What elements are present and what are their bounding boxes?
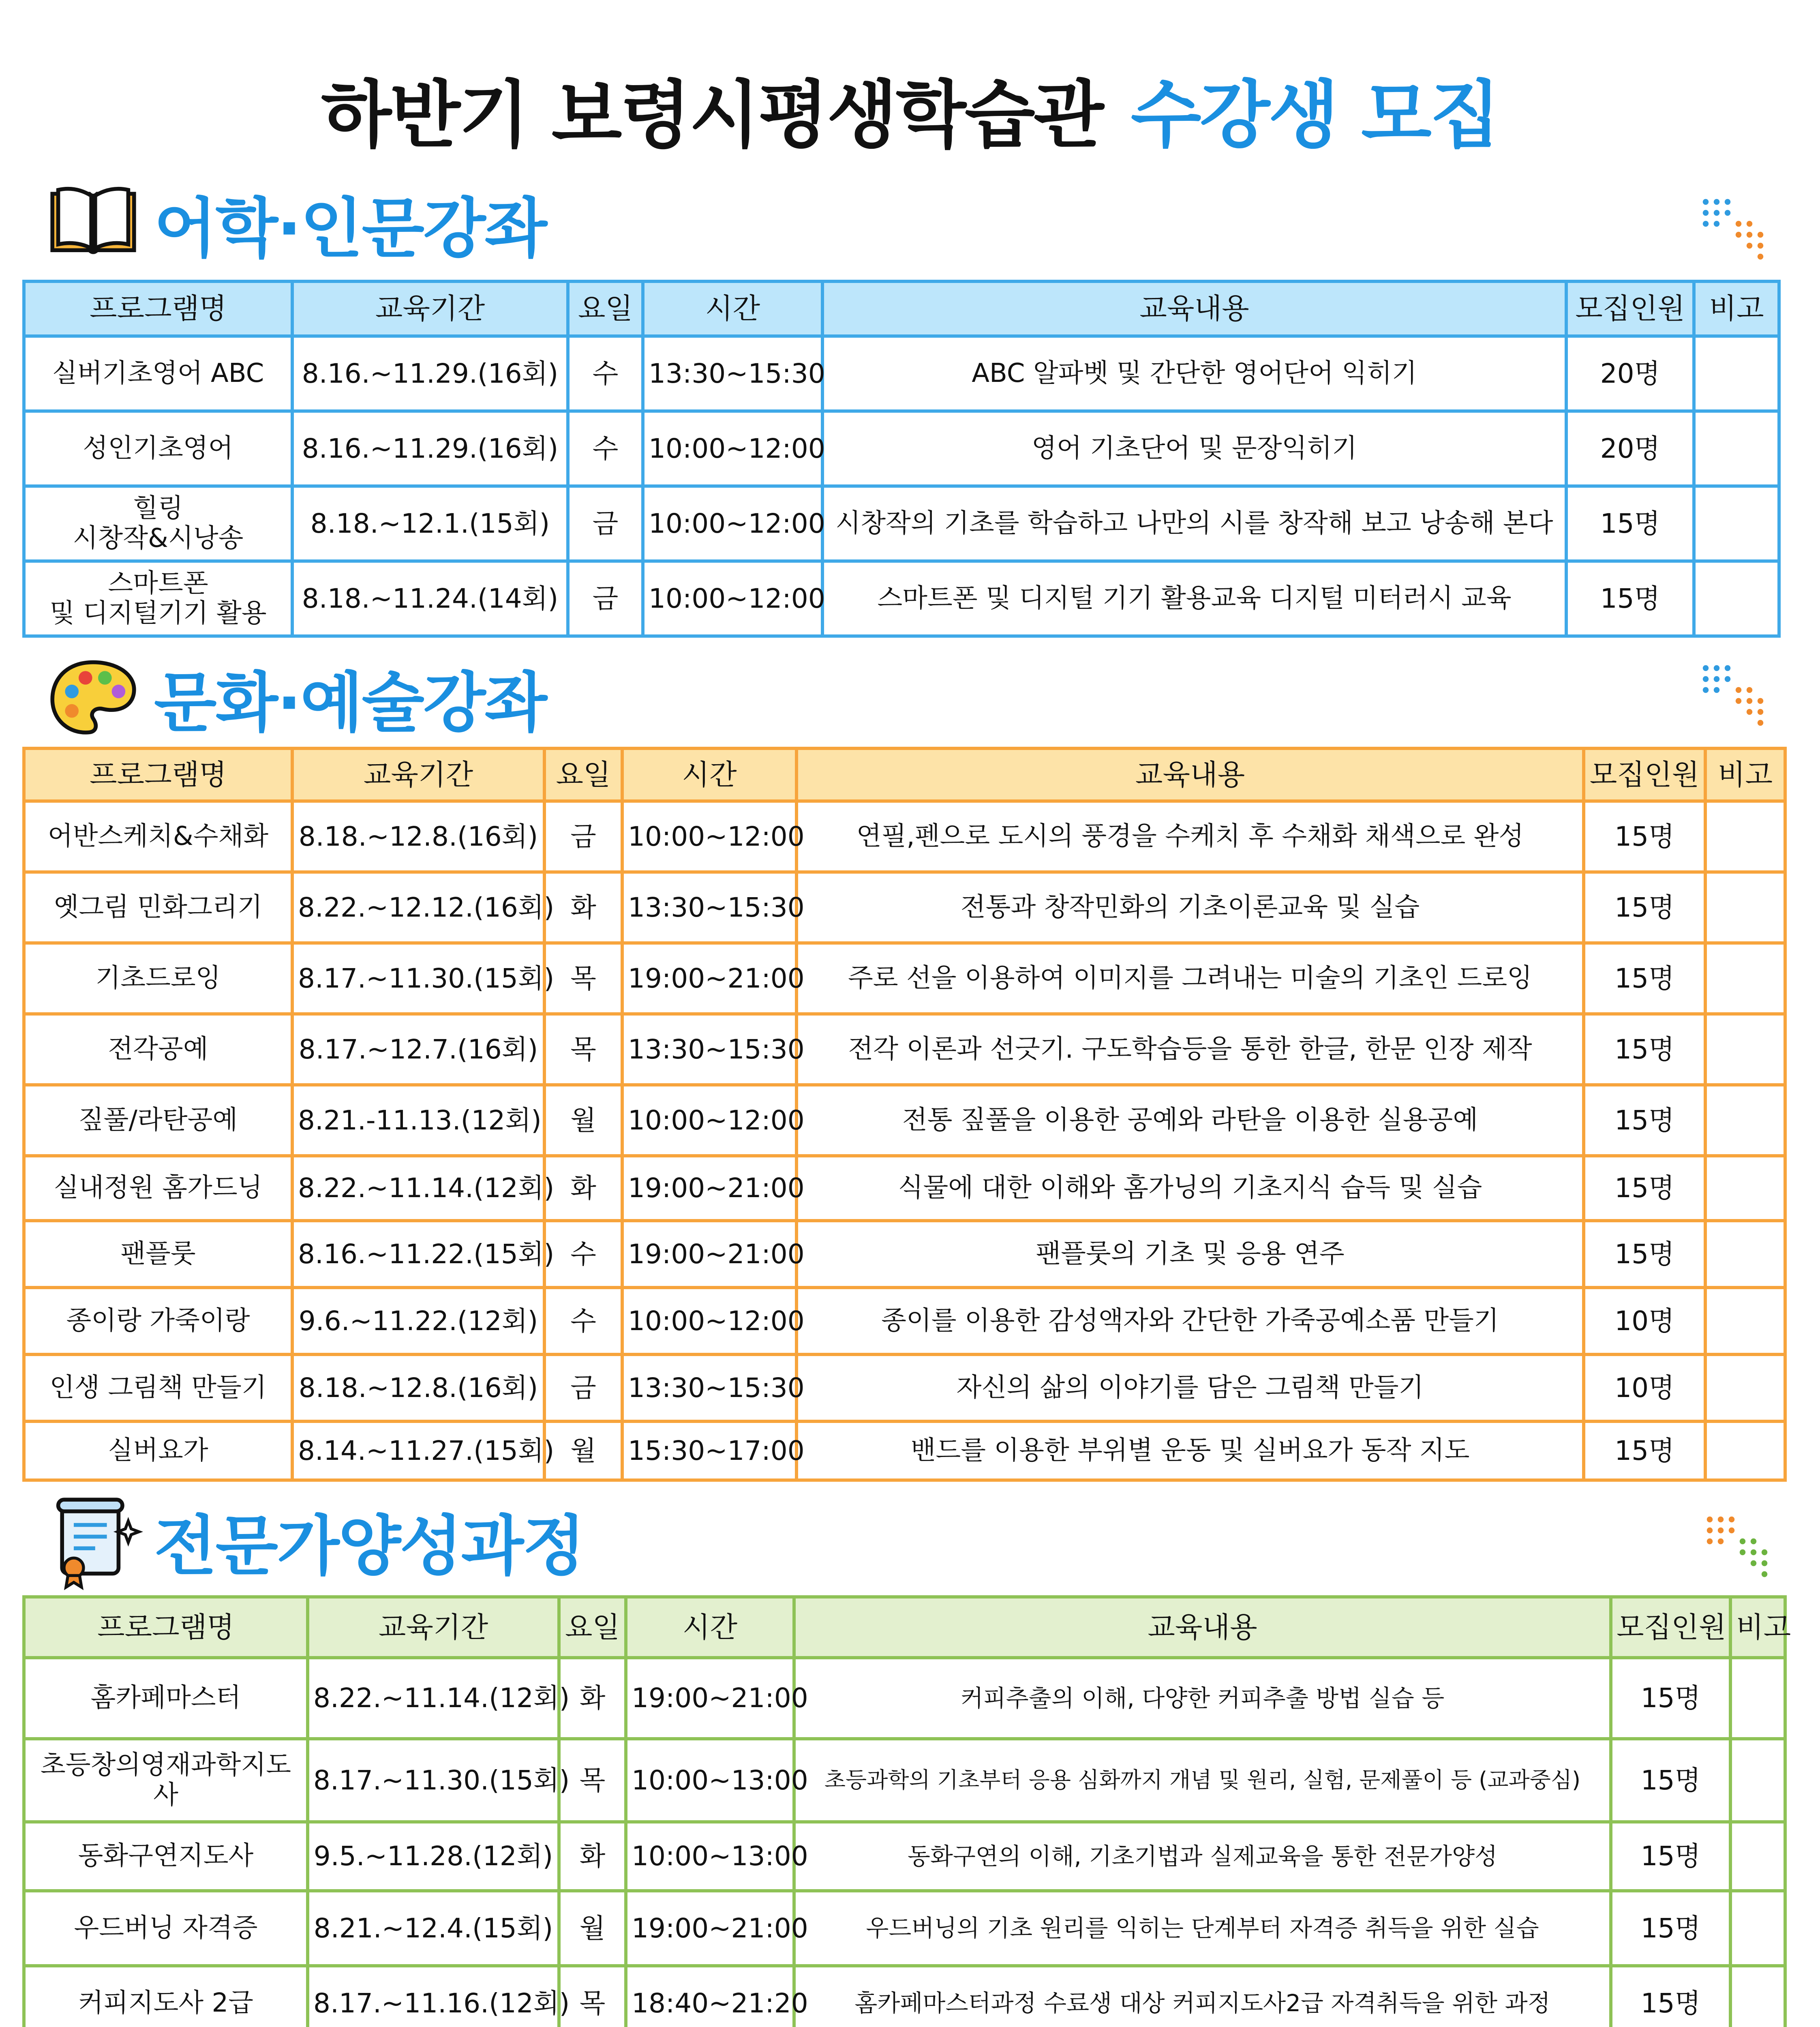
capacity: 15명	[1584, 1085, 1705, 1156]
capacity: 15명	[1584, 1421, 1705, 1480]
section-header-language	[45, 174, 546, 272]
content: 커피추출의 이해, 다양한 커피추출 방법 실습 등	[794, 1658, 1611, 1739]
note	[1694, 336, 1779, 411]
program-name: 짚풀/라탄공예	[24, 1085, 292, 1156]
column-header-program: 프로그램명	[24, 748, 292, 801]
program-name: 우드버닝 자격증	[24, 1891, 308, 1966]
period: 8.18.~12.8.(16회)	[292, 801, 544, 872]
column-header-time: 시간	[643, 281, 822, 336]
column-header-day: 요일	[559, 1597, 626, 1658]
program-name	[24, 561, 292, 636]
program-name: 옛그림 민화그리기	[24, 872, 292, 943]
column-header-capacity: 모집인원	[1566, 281, 1694, 336]
program-name	[24, 486, 292, 561]
table-row	[24, 1014, 1785, 1085]
note	[1705, 943, 1785, 1014]
content: 홈카페마스터과정 수료생 대상 커피지도사2급 자격취득을 위한 과정	[794, 1966, 1611, 2027]
column-header-time: 시간	[622, 748, 797, 801]
program-name: 초등창의영재과학지도사	[24, 1739, 308, 1822]
program-name: 동화구연지도사	[24, 1822, 308, 1891]
content: 우드버닝의 기초 원리를 익히는 단계부터 자격증 취득을 위한 실습	[794, 1891, 1611, 1966]
day: 월	[544, 1421, 622, 1480]
content: 전통과 창작민화의 기초이론교육 및 실습	[797, 872, 1584, 943]
period: 8.17.~11.30.(15회)	[292, 943, 544, 1014]
program-name: 실내정원 홈가드닝	[24, 1156, 292, 1221]
capacity: 10명	[1584, 1288, 1705, 1354]
period: 8.16.~11.29.(16회)	[292, 336, 568, 411]
capacity: 15명	[1611, 1739, 1730, 1822]
note	[1694, 486, 1779, 561]
content: 팬플룻의 기초 및 응용 연주	[797, 1221, 1584, 1288]
column-header-content: 교육내용	[794, 1597, 1611, 1658]
day: 금	[568, 561, 643, 636]
table-row	[24, 1354, 1785, 1421]
note	[1730, 1891, 1785, 1966]
table-row	[24, 1288, 1785, 1354]
time: 19:00~21:00	[626, 1891, 794, 1966]
period: 8.16.~11.29.(16회)	[292, 411, 568, 486]
table-row	[24, 1739, 1785, 1822]
note	[1705, 1354, 1785, 1421]
content: 전통 짚풀을 이용한 공예와 라탄을 이용한 실용공예	[797, 1085, 1584, 1156]
time: 10:00~12:00	[643, 411, 822, 486]
table-row	[24, 561, 1779, 636]
period: 8.18.~12.8.(16회)	[292, 1354, 544, 1421]
content: 밴드를 이용한 부위별 운동 및 실버요가 동작 지도	[797, 1421, 1584, 1480]
time: 18:40~21:20	[626, 1966, 794, 2027]
program-name: 전각공예	[24, 1014, 292, 1085]
content: 영어 기초단어 및 문장익히기	[822, 411, 1566, 486]
time: 13:30~15:30	[622, 872, 797, 943]
table-header-row	[24, 1597, 1785, 1658]
capacity: 15명	[1584, 943, 1705, 1014]
note	[1705, 1421, 1785, 1480]
column-header-time: 시간	[626, 1597, 794, 1658]
program-name-line-1: 힐링	[133, 493, 183, 523]
period: 8.16.~11.22.(15회)	[292, 1221, 544, 1288]
time: 19:00~21:00	[622, 1221, 797, 1288]
note	[1705, 1085, 1785, 1156]
capacity: 15명	[1566, 561, 1694, 636]
table-row	[24, 1822, 1785, 1891]
time: 13:30~15:30	[643, 336, 822, 411]
column-header-note: 비고	[1705, 748, 1785, 801]
content: 자신의 삶의 이야기를 담은 그림책 만들기	[797, 1354, 1584, 1421]
title-main: 하반기 보령시평생학습관	[321, 73, 1103, 158]
capacity: 15명	[1584, 1221, 1705, 1288]
content: 주로 선을 이용하여 이미지를 그려내는 미술의 기초인 드로잉	[797, 943, 1584, 1014]
content: 초등과학의 기초부터 응용 심화까지 개념 및 원리, 실험, 문제풀이 등 (교과중심)	[794, 1739, 1611, 1822]
column-header-period: 교육기간	[292, 281, 568, 336]
capacity: 15명	[1584, 872, 1705, 943]
program-name: 실버기초영어 ABC	[24, 336, 292, 411]
day: 수	[568, 336, 643, 411]
time: 10:00~12:00	[622, 1288, 797, 1354]
program-name: 종이랑 가죽이랑	[24, 1288, 292, 1354]
language-course-table	[22, 280, 1781, 638]
table-header-row	[24, 748, 1785, 801]
note	[1705, 1014, 1785, 1085]
capacity: 15명	[1611, 1891, 1730, 1966]
table-row	[24, 1966, 1785, 2027]
column-header-period: 교육기간	[308, 1597, 559, 1658]
day: 금	[544, 801, 622, 872]
capacity: 10명	[1584, 1354, 1705, 1421]
table-row	[24, 411, 1779, 486]
time: 10:00~12:00	[622, 801, 797, 872]
time: 13:30~15:30	[622, 1014, 797, 1085]
day: 화	[559, 1822, 626, 1891]
table-row	[24, 1658, 1785, 1739]
table-row	[24, 486, 1779, 561]
note	[1694, 411, 1779, 486]
time: 19:00~21:00	[626, 1658, 794, 1739]
period: 8.22.~11.14.(12회)	[308, 1658, 559, 1739]
time: 13:30~15:30	[622, 1354, 797, 1421]
content: 동화구연의 이해, 기초기법과 실제교육을 통한 전문가양성	[794, 1822, 1611, 1891]
program-name: 팬플룻	[24, 1221, 292, 1288]
table-row	[24, 336, 1779, 411]
note	[1730, 1822, 1785, 1891]
time: 10:00~13:00	[626, 1739, 794, 1822]
program-name: 커피지도사 2급	[24, 1966, 308, 2027]
period: 9.5.~11.28.(12회)	[308, 1822, 559, 1891]
note	[1705, 1221, 1785, 1288]
section-header-culture	[45, 649, 546, 746]
time: 10:00~12:00	[622, 1085, 797, 1156]
period: 9.6.~11.22.(12회)	[292, 1288, 544, 1354]
time: 19:00~21:00	[622, 943, 797, 1014]
content: ABC 알파벳 및 간단한 영어단어 익히기	[822, 336, 1566, 411]
period: 8.18.~12.1.(15회)	[292, 486, 568, 561]
dots-decoration-icon	[1698, 657, 1771, 738]
time: 15:30~17:00	[622, 1421, 797, 1480]
column-header-content: 교육내용	[822, 281, 1566, 336]
day: 목	[559, 1739, 626, 1822]
capacity: 15명	[1584, 801, 1705, 872]
title-accent: 수강생 모집	[1131, 73, 1499, 158]
column-header-program: 프로그램명	[24, 1597, 308, 1658]
section-title: 어학·인문강좌	[154, 191, 546, 266]
period: 8.21.~12.4.(15회)	[308, 1891, 559, 1966]
program-name: 성인기초영어	[24, 411, 292, 486]
table-row	[24, 1085, 1785, 1156]
column-header-day: 요일	[568, 281, 643, 336]
time: 10:00~12:00	[643, 561, 822, 636]
table-row	[24, 801, 1785, 872]
period: 8.18.~11.24.(14회)	[292, 561, 568, 636]
content: 식물에 대한 이해와 홈가닝의 기초지식 습득 및 실습	[797, 1156, 1584, 1221]
period: 8.14.~11.27.(15회)	[292, 1421, 544, 1480]
time: 19:00~21:00	[622, 1156, 797, 1221]
note	[1705, 872, 1785, 943]
day: 수	[544, 1288, 622, 1354]
day: 금	[568, 486, 643, 561]
section-header-expert	[45, 1492, 584, 1589]
dots-decoration-icon	[1698, 191, 1771, 272]
time: 10:00~13:00	[626, 1822, 794, 1891]
program-name-line-1: 스마트폰	[108, 568, 208, 598]
program-name: 어반스케치&수채화	[24, 801, 292, 872]
day: 수	[544, 1221, 622, 1288]
table-row	[24, 1891, 1785, 1966]
day: 월	[544, 1085, 622, 1156]
capacity: 20명	[1566, 411, 1694, 486]
column-header-content: 교육내용	[797, 748, 1584, 801]
program-name-line-2: 시창작&시낭송	[73, 523, 244, 553]
table-row	[24, 1221, 1785, 1288]
day: 화	[559, 1658, 626, 1739]
capacity: 15명	[1584, 1014, 1705, 1085]
content: 전각 이론과 선긋기. 구도학습등을 통한 한글, 한문 인장 제작	[797, 1014, 1584, 1085]
column-header-capacity: 모집인원	[1584, 748, 1705, 801]
certificate-icon	[45, 1492, 142, 1589]
capacity: 20명	[1566, 336, 1694, 411]
day: 월	[559, 1891, 626, 1966]
note	[1730, 1966, 1785, 2027]
day: 목	[559, 1966, 626, 2027]
note	[1705, 1288, 1785, 1354]
table-row	[24, 872, 1785, 943]
dots-decoration-icon	[1702, 1508, 1775, 1589]
table-row	[24, 1156, 1785, 1221]
column-header-program: 프로그램명	[24, 281, 292, 336]
period: 8.22.~12.12.(16회)	[292, 872, 544, 943]
program-name: 실버요가	[24, 1421, 292, 1480]
period: 8.17.~11.16.(12회)	[308, 1966, 559, 2027]
day: 목	[544, 1014, 622, 1085]
content: 종이를 이용한 감성액자와 간단한 가죽공예소품 만들기	[797, 1288, 1584, 1354]
capacity: 15명	[1611, 1966, 1730, 2027]
note	[1705, 801, 1785, 872]
time: 10:00~12:00	[643, 486, 822, 561]
note	[1730, 1658, 1785, 1739]
column-header-period: 교육기간	[292, 748, 544, 801]
content: 연필,펜으로 도시의 풍경을 수케치 후 수채화 채색으로 완성	[797, 801, 1584, 872]
column-header-note: 비고	[1694, 281, 1779, 336]
day: 화	[544, 1156, 622, 1221]
content: 스마트폰 및 디지털 기기 활용교육 디지털 미터러시 교육	[822, 561, 1566, 636]
book-icon	[45, 174, 142, 272]
section-title: 문화·예술강좌	[154, 665, 546, 741]
program-name: 인생 그림책 만들기	[24, 1354, 292, 1421]
section-title: 전문가양성과정	[154, 1508, 584, 1584]
day: 수	[568, 411, 643, 486]
page-title	[0, 57, 1820, 161]
capacity: 15명	[1566, 486, 1694, 561]
expert-course-table	[22, 1595, 1791, 2027]
period: 8.17.~12.7.(16회)	[292, 1014, 544, 1085]
table-row	[24, 1421, 1785, 1480]
day: 목	[544, 943, 622, 1014]
note	[1730, 1739, 1785, 1822]
day: 금	[544, 1354, 622, 1421]
column-header-note: 비고	[1730, 1597, 1785, 1658]
capacity: 15명	[1584, 1156, 1705, 1221]
note	[1705, 1156, 1785, 1221]
program-name: 기초드로잉	[24, 943, 292, 1014]
period: 8.21.-11.13.(12회)	[292, 1085, 544, 1156]
capacity: 15명	[1611, 1822, 1730, 1891]
period: 8.17.~11.30.(15회)	[308, 1739, 559, 1822]
column-header-capacity: 모집인원	[1611, 1597, 1730, 1658]
note	[1694, 561, 1779, 636]
content: 시창작의 기초를 학습하고 나만의 시를 창작해 보고 낭송해 본다	[822, 486, 1566, 561]
culture-course-table	[22, 747, 1787, 1482]
day: 화	[544, 872, 622, 943]
column-header-day: 요일	[544, 748, 622, 801]
palette-icon	[45, 649, 142, 746]
table-row	[24, 943, 1785, 1014]
program-name: 홈카페마스터	[24, 1658, 308, 1739]
period: 8.22.~11.14.(12회)	[292, 1156, 544, 1221]
table-header-row	[24, 281, 1779, 336]
capacity: 15명	[1611, 1658, 1730, 1739]
program-name-line-2: 및 디지털기기 활용	[49, 598, 267, 628]
